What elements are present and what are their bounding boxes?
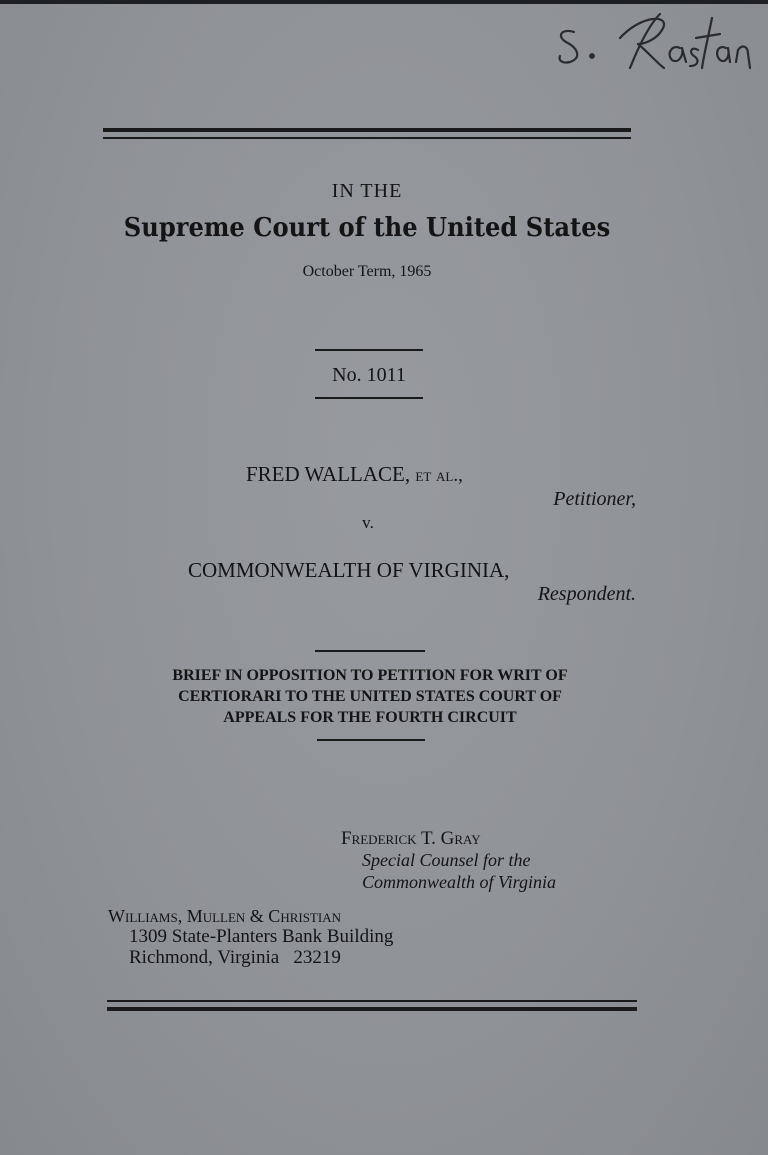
versus: v. xyxy=(362,513,374,532)
petitioner xyxy=(246,462,463,487)
docket-number: No. 1011 xyxy=(332,364,406,386)
counsel-name: Frederick T. Gray xyxy=(341,828,481,849)
counsel-title-line-2: Commonwealth of Virginia xyxy=(362,872,557,892)
term-line: October Term, 1965 xyxy=(302,263,432,280)
respondent-name: COMMONWEALTH OF VIRGINIA, xyxy=(188,558,510,582)
bottom-rule-thin xyxy=(107,1000,637,1002)
title-rule-top xyxy=(315,650,425,652)
brief-title-line-1: BRIEF IN OPPOSITION TO PETITION FOR WRIT OF xyxy=(172,667,568,684)
in-the-label: IN THE xyxy=(331,180,403,202)
brief-title-line-3: APPEALS FOR THE FOURTH CIRCUIT xyxy=(223,709,517,726)
page-top-edge xyxy=(0,0,768,4)
firm-name: Williams, Mullen & Christian xyxy=(108,906,341,926)
top-rule-thick xyxy=(103,128,631,132)
title-rule-bottom xyxy=(317,739,425,741)
top-rule-thin xyxy=(103,137,631,139)
docket-rule-bottom xyxy=(315,397,423,399)
respondent-role: Respondent. xyxy=(537,583,636,605)
firm-address-line-1: 1309 State-Planters Bank Building xyxy=(129,926,394,947)
handwritten-signature xyxy=(552,8,757,86)
brief-title-line-2: CERTIORARI TO THE UNITED STATES COURT OF xyxy=(178,688,562,705)
petitioner-name: FRED WALLACE, xyxy=(246,462,411,486)
bottom-rule-thick xyxy=(107,1007,637,1011)
brief-title xyxy=(0,665,740,728)
petitioner-et-al: et al., xyxy=(415,465,463,486)
petitioner-role: Petitioner, xyxy=(553,488,636,510)
counsel-title-line-1: Special Counsel for the xyxy=(362,850,531,870)
court-name: Supreme Court of the United States xyxy=(123,213,611,243)
docket-rule-top xyxy=(315,349,423,351)
firm-address-line-2: Richmond, Virginia 23219 xyxy=(129,947,341,968)
